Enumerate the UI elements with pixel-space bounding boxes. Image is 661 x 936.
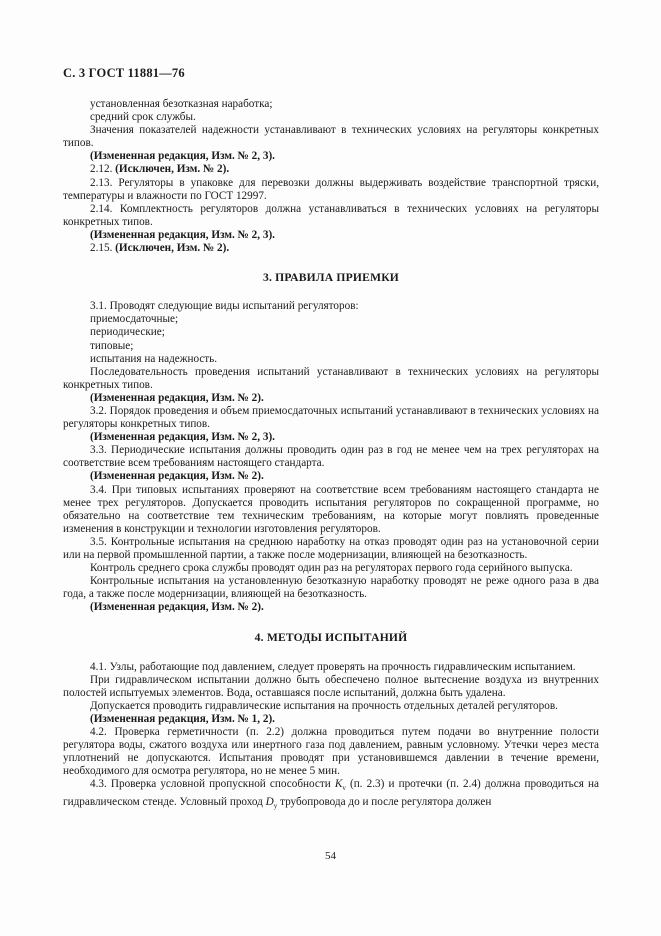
clause-2-14: 2.14. Комплектность регуляторов должна устанавливаться в технических условиях на регуляторы конкретных типов. bbox=[63, 202, 599, 228]
document-body bbox=[63, 98, 599, 813]
symbol-subscript: v bbox=[342, 784, 346, 793]
list-item: испытания на надежность. bbox=[90, 352, 218, 365]
section-4-heading: 4. МЕТОДЫ ИСПЫТАНИЙ bbox=[254, 631, 408, 645]
list-item: типовые; bbox=[90, 339, 134, 352]
paragraph: Допускается проводить гидравлические испытания на прочность отдельных деталей регуляторов. bbox=[90, 699, 558, 712]
amendment-note: (Исключен, Изм. № 2). bbox=[115, 242, 230, 255]
section-3-heading: 3. ПРАВИЛА ПРИЕМКИ bbox=[262, 271, 400, 285]
clause-2-12 bbox=[63, 163, 599, 176]
amendment-note: (Измененная редакция, Изм. № 2, 3). bbox=[90, 150, 275, 163]
clause-4-2: 4.2. Проверка герметичности (п. 2.2) должна проводиться путем подачи во внутренние полости регулятора воды, сжатого воздуха или инертного газа под давлением, равным условному. Утечки через места уплотнений не допускаются. Испытания проводят при установившемся давлении в течение времени, необходимого для осмотра регулятора, но не менее 5 мин. bbox=[63, 726, 599, 778]
symbol-d: D bbox=[265, 795, 274, 808]
text-run: (п. 2.3) и протечки (п. 2.4) должна проводиться на гидравлическом стенде. Условный проход bbox=[63, 778, 599, 808]
symbol-subscript: y bbox=[273, 801, 278, 810]
page-header: С. 3 ГОСТ 11881—76 bbox=[63, 66, 185, 80]
amendment-note: (Измененная редакция, Изм. № 1, 2). bbox=[90, 712, 275, 725]
paragraph: При гидравлическом испытании должно быть обеспечено полное вытеснение воздуха из внутренних полостей испытуемых элементов. Вода, оставшаяся после испытаний, должна быть удалена. bbox=[63, 673, 599, 699]
clause-2-13: 2.13. Регуляторы в упаковке для перевозки должны выдерживать воздействие транспортной тряски, температуры и влажности по ГОСТ 12997. bbox=[63, 176, 599, 202]
amendment-note: (Измененная редакция, Изм. № 2, 3). bbox=[90, 431, 275, 444]
clause-3-3: 3.3. Периодические испытания должны проводить один раз в год не менее чем на трех регуляторах на соответствие всем требованиям настоящего стандарта. bbox=[63, 444, 599, 470]
paragraph: установленная безотказная наработка; bbox=[90, 98, 273, 110]
paragraph: Значения показателей надежности устанавливают в технических условиях на регуляторы конкретных типов. bbox=[63, 124, 599, 150]
amendment-note: (Измененная редакция, Изм. № 2). bbox=[90, 391, 264, 404]
symbol-k: K bbox=[334, 778, 343, 791]
paragraph: Контроль среднего срока службы проводят один раз на регуляторах первого года серийного выпуска. bbox=[90, 562, 573, 575]
list-item: приемосдаточные; bbox=[90, 313, 179, 326]
clause-4-3 bbox=[63, 778, 599, 813]
clause-number: 2.12. bbox=[90, 163, 116, 176]
amendment-note: (Исключен, Изм. № 2). bbox=[115, 163, 230, 176]
page-number: 54 bbox=[325, 850, 336, 862]
paragraph: Контрольные испытания на установленную безотказную наработку проводят не реже одного раза в два года, а также после модернизации, влияющей на безотказность. bbox=[63, 575, 599, 601]
amendment-note: (Измененная редакция, Изм. № 2, 3). bbox=[90, 228, 275, 241]
paragraph: средний срок службы. bbox=[90, 111, 196, 124]
clause-4-1: 4.1. Узлы, работающие под давлением, следует проверять на прочность гидравлическим испытанием. bbox=[90, 660, 576, 673]
clause-3-4: 3.4. При типовых испытаниях проверяют на соответствие всем требованиям настоящего стандарта не менее трех регуляторов. Допускается проводить испытания регуляторов по сокращенной программе, но обязательно на соответствие тем техническим требованиям, на которые могут повлиять проведенные изменения в конструкции и технологии изготовления регуляторов. bbox=[63, 483, 599, 535]
clause-2-15 bbox=[63, 242, 599, 255]
clause-3-5: 3.5. Контрольные испытания на среднюю наработку на отказ проводят один раз на установочной серии или на первой промышленной партии, а также после модернизации, влияющей на безотказность. bbox=[63, 535, 599, 561]
clause-3-1: 3.1. Проводят следующие виды испытаний регуляторов: bbox=[90, 300, 359, 313]
amendment-note: (Измененная редакция, Изм. № 2). bbox=[90, 601, 264, 614]
clause-3-2: 3.2. Порядок проведения и объем приемосдаточных испытаний устанавливают в технических условиях на регуляторы конкретных типов. bbox=[63, 404, 599, 431]
text-run: 4.3. Проверка условной пропускной способности bbox=[90, 778, 335, 791]
list-item: периодические; bbox=[90, 326, 165, 339]
clause-number: 2.15. bbox=[90, 242, 116, 255]
amendment-note: (Измененная редакция, Изм. № 2). bbox=[90, 470, 264, 483]
text-run: трубопровода до и после регулятора должен bbox=[277, 795, 492, 808]
paragraph: Последовательность проведения испытаний устанавливают в технических условиях на регуляторы конкретных типов. bbox=[63, 365, 599, 391]
